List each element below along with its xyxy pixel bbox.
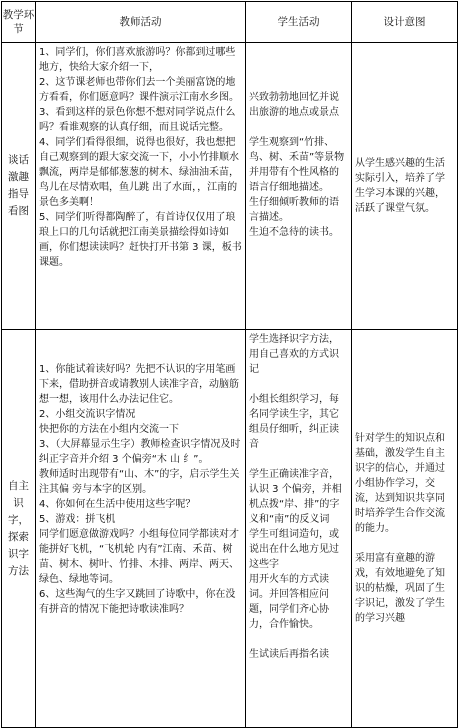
- teacher-step: 教师适时出现带有“山、木”的字，启示学生关注其偏 旁与本字的区别。: [39, 469, 240, 495]
- student-step: 学生可组词造句，或说出在什么地方见过这些字: [249, 529, 339, 570]
- stage-cell: 谈话激趣指导看图: [2, 43, 36, 330]
- student-step: 用开火车的方式读词。并回答相应问题，同学们齐心协力，合作愉快。: [249, 574, 329, 630]
- header-student-activity: 学生活动: [246, 2, 352, 43]
- header-stage: 教学环节: [2, 2, 36, 43]
- teacher-step: 3、看到这样的景色你想不想对同学说点什么吗？看谁观察的认真仔细，而且说话完整。: [39, 107, 236, 133]
- intent-text: 针对学生的知识点和基础，激发学生自主识字的信心，并通过小组协作学习，交流，达到知识共享同时培养学生合作交流的能力。: [355, 433, 445, 534]
- student-activity-cell: [246, 43, 352, 330]
- intent-text: 采用富有童趣的游戏，有效地避免了知识的枯燥，巩固了生字识记，激发了学生的学习兴趣: [355, 553, 445, 624]
- teacher-step: 1、同学们，你们喜欢旅游吗？你都到过哪些地方，快给大家介绍一下，: [39, 47, 236, 73]
- student-step: 生迫不急待的读书。: [249, 227, 339, 238]
- teacher-step: 5、同学们听得都陶醉了，有首诗仅仅用了琅琅上口的几句话就把江南美景描绘得如诗如画，你们想读读吗？赶快打开书第 3 课，板书课题。: [39, 212, 242, 268]
- student-activity-cell: [246, 330, 352, 728]
- teacher-step: 快把你的方法在小组内交流一下: [39, 424, 179, 435]
- table-row: [2, 43, 458, 330]
- teacher-activity-cell: [36, 43, 246, 330]
- teacher-step: 3、（大屏幕显示生字）教师检查识字情况及时纠正字音并介绍 3 个偏旁“木 山 纟”。: [39, 439, 241, 465]
- teacher-step: 同学们愿意做游戏吗？小组每位同学都读对才能拼好飞机，“飞机轮 内有”江南、禾苗、树苗、树木、树叶、竹排、木排、两岸、两天、绿色、绿地等词。: [39, 529, 239, 585]
- teacher-step: 2、这节课老师也带你们去一个美丽富饶的地方看看，你们愿意吗？课件演示江南水乡图。: [39, 77, 239, 103]
- design-intent-cell: [352, 43, 458, 330]
- teacher-step: 2、小组交流识字情况: [39, 409, 136, 420]
- teacher-step: 6、这些淘气的生字又跳回了诗歌中，你在没有拼音的情况下能把诗歌读准吗？: [39, 589, 236, 615]
- student-step: 兴致勃勃地回忆并说出旅游的地点或景点: [249, 92, 339, 118]
- teacher-step: 4、你如何在生活中使用这些字呢？: [39, 499, 196, 510]
- teacher-step: 5、游戏：拼飞机: [39, 514, 116, 525]
- table-row: [2, 330, 458, 728]
- student-step: 学生观察到“竹排、鸟、树、禾苗”等景物并用带有个性风格的语言仔细地描述。: [249, 137, 345, 193]
- header-row: [2, 2, 458, 43]
- teacher-step: 4、同学们看得很细，说得也很好，我也想把自己观察到的跟大家交流一下，小小竹排顺水飘流，两岸是郁郁葱葱的树木、绿油油禾苗，鸟儿在尽情欢唱，鱼儿跳 出了水面，，江南的景色多美啊！: [39, 137, 239, 208]
- teacher-activity-cell: [36, 330, 246, 728]
- intent-text: 从学生感兴趣的生活实际引入，培养了学生学习本课的兴趣，活跃了课堂气氛。: [355, 158, 445, 214]
- student-step: 生试读后再指名读: [249, 649, 329, 660]
- student-step: 小组长组织学习，每名同学读生字，其它组员仔细听，纠正读音: [249, 394, 339, 450]
- student-step: 生仔细倾听教师的语言描述。: [249, 197, 339, 223]
- stage-cell: 自主识字，探索识字方法: [2, 330, 36, 728]
- lesson-plan-table: [1, 1, 458, 728]
- header-teacher-activity: 教师活动: [36, 2, 246, 43]
- teacher-step: 1、你能试着读好吗？先把不认识的字用笔画下来，借助拼音或请教别人读准字音，动脑筋想一想，该用什么办法记住它。: [39, 364, 239, 405]
- header-design-intent: 设计意图: [352, 2, 458, 43]
- student-step: 学生正确读准字音，认识 3 个偏旁，并相机点拨“岸、排”的字义和“南”的反义词: [249, 469, 342, 525]
- student-step: 学生选择识字方法，用自己喜欢的方式识记: [249, 334, 339, 375]
- design-intent-cell: [352, 330, 458, 728]
